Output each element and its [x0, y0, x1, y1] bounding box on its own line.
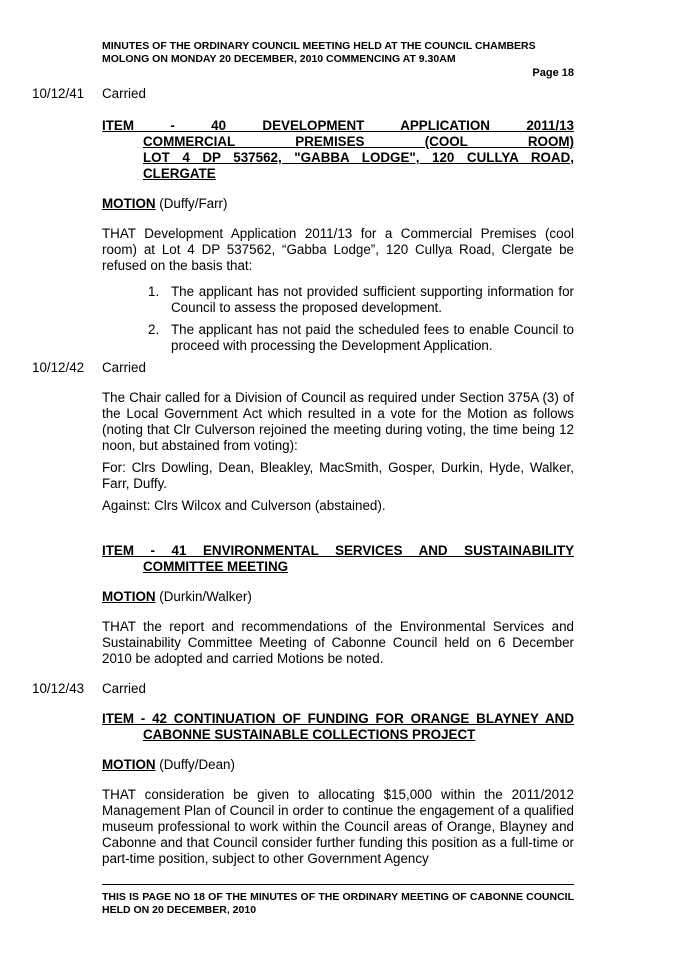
resolution-status: Carried: [102, 86, 146, 101]
motion-movers: (Duffy/Dean): [155, 757, 235, 772]
footer-divider: [102, 884, 574, 885]
resolution-number: 10/12/42: [32, 360, 85, 375]
list-item-number: 2.: [148, 322, 160, 337]
item-41-heading: [102, 543, 574, 575]
item-42-motion: [102, 757, 676, 773]
page-number: Page 18: [532, 67, 574, 79]
item-40-heading-line-4: CLERGATE: [143, 166, 216, 181]
item-40-motion-text: THAT Development Application 2011/13 for a Commercial Premises (cool room) at Lot 4 DP 537562, “Gabba Lodge”, 120 Cullya Road, Clergate be refused on the basis that:: [102, 226, 574, 273]
item-42-motion-text: THAT consideration be given to allocating $15,000 within the 2011/2012 Management Plan of Council in order to continue the engagement of a qualified museum professional to work within the Council areas of Orange, Blayney and Cabonne and that Council consider further funding this position as a full-time or part-time position, subject to other Government Agency: [102, 787, 574, 866]
motion-label: MOTION: [102, 757, 156, 772]
page-header: [102, 40, 574, 66]
item-40-heading-line-3: LOT 4 DP 537562, "GABBA LODGE", 120 CULLYA ROAD,: [143, 150, 574, 165]
list-item: [148, 322, 574, 354]
motion-label: MOTION: [102, 589, 156, 604]
list-item-number: 1.: [148, 284, 160, 299]
resolution-status: Carried: [102, 681, 146, 696]
resolution-number: 10/12/43: [32, 681, 85, 696]
item-42-heading-line-2: CABONNE SUSTAINABLE COLLECTIONS PROJECT: [143, 727, 476, 742]
item-40-reasons-list: [148, 284, 574, 354]
resolution-row: [0, 86, 676, 102]
division-against-votes: Against: Clrs Wilcox and Culverson (abstained).: [102, 498, 386, 513]
division-paragraph: The Chair called for a Division of Council as required under Section 375A (3) of the Local Government Act which resulted in a vote for the Motion as follows (noting that Clr Culverson rejoined the meeting during voting, the time being 12 noon, but abstained from voting):: [102, 390, 574, 453]
page-footer: THIS IS PAGE NO 18 OF THE MINUTES OF THE ORDINARY MEETING OF CABONNE COUNCIL HELD ON 20 DECEMBER, 2010: [102, 891, 574, 916]
minutes-body: [0, 86, 676, 867]
resolution-status: Carried: [102, 360, 146, 375]
item-41-heading-line-1: ITEM - 41 ENVIRONMENTAL SERVICES AND SUSTAINABILITY: [102, 543, 574, 558]
motion-movers: (Duffy/Farr): [155, 196, 228, 211]
item-41-motion-text: THAT the report and recommendations of the Environmental Services and Sustainability Committee Meeting of Cabonne Council held on 6 December 2010 be adopted and carried Motions be noted.: [102, 619, 574, 666]
list-item: [148, 284, 574, 316]
item-40-heading-line-1: ITEM - 40 DEVELOPMENT APPLICATION 2011/13: [102, 118, 574, 133]
header-line-1: MINUTES OF THE ORDINARY COUNCIL MEETING HELD AT THE COUNCIL CHAMBERS: [102, 40, 536, 52]
resolution-number: 10/12/41: [32, 86, 85, 101]
item-42-heading-line-1: ITEM - 42 CONTINUATION OF FUNDING FOR ORANGE BLAYNEY AND: [102, 711, 574, 726]
list-item-text: The applicant has not paid the scheduled fees to enable Council to proceed with processing the Development Application.: [171, 322, 574, 353]
item-42-heading: [102, 711, 574, 743]
list-item-text: The applicant has not provided sufficient supporting information for Council to assess the proposed development.: [171, 284, 574, 315]
resolution-row: [0, 360, 676, 376]
item-41-motion: [102, 589, 676, 605]
item-40-heading: [102, 118, 574, 182]
item-40-motion: [102, 196, 676, 212]
item-41-heading-line-2: COMMITTEE MEETING: [143, 559, 289, 574]
resolution-row: [0, 681, 676, 697]
motion-movers: (Durkin/Walker): [155, 589, 252, 604]
item-40-heading-line-2: COMMERCIAL PREMISES (COOL ROOM): [143, 134, 574, 149]
header-line-2: MOLONG ON MONDAY 20 DECEMBER, 2010 COMMENCING AT 9.30AM: [102, 53, 456, 65]
division-for-votes: For: Clrs Dowling, Dean, Bleakley, MacSmith, Gosper, Durkin, Hyde, Walker, Farr, Duffy.: [102, 460, 574, 491]
motion-label: MOTION: [102, 196, 156, 211]
